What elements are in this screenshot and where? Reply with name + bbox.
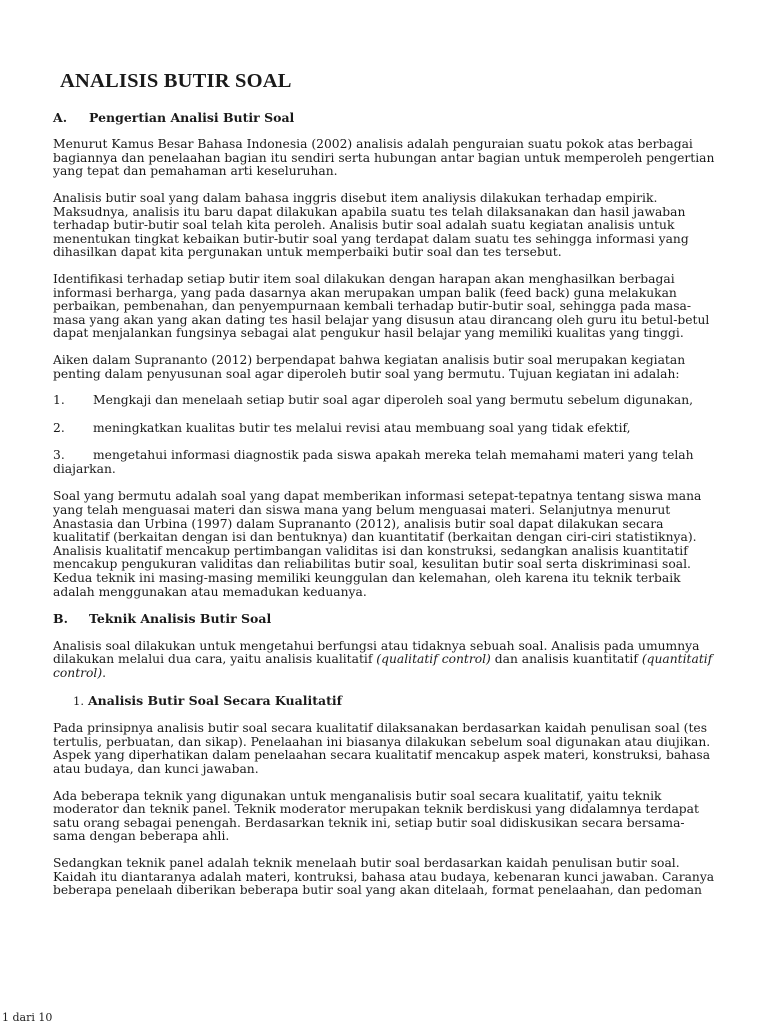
paragraph: Aiken dalam Suprananto (2012) berpendapat bahwa kegiatan analisis butir soal merupakan kegiatan penting dalam penyusunan soal agar diperoleh butir soal yang bermutu. Tujuan kegiatan ini adalah: bbox=[53, 352, 686, 381]
list-text: mengetahui informasi diagnostik pada siswa apakah mereka telah memahami materi yang telah diajarkan. bbox=[53, 448, 694, 476]
list-item bbox=[53, 449, 715, 476]
intro-italic-qualitatif: (qualitatif control) bbox=[376, 652, 491, 667]
section-b-heading-text: Teknik Analisis Butir Soal bbox=[89, 611, 272, 627]
paragraph: Pada prinsipnya analisis butir soal secara kualitatif dilaksanakan berdasarkan kaidah penulisan soal (tes tertulis, perbuatan, dan sikap). Penelaahan ini biasanya dilakukan sebelum soal digunakan atau diujikan. Aspek yang diperhatikan dalam penelaahan secara kualitatif mencakup aspek materi, konstruksi, bahasa atau budaya, dan kunci jawaban. bbox=[53, 721, 711, 776]
list-item bbox=[53, 422, 715, 436]
paragraph: Menurut Kamus Besar Bahasa Indonesia (2002) analisis adalah penguraian suatu pokok atas berbagai bagiannya dan penelaahan bagian itu sendiri serta hubungan antar bagian untuk memperoleh pengertian yang tepat dan pemahaman arti keseluruhan. bbox=[53, 137, 715, 179]
document-page bbox=[53, 70, 715, 911]
section-a-heading bbox=[53, 111, 715, 125]
section-b-number: B. bbox=[53, 611, 68, 627]
section-b-intro bbox=[53, 640, 715, 681]
subsection-1-heading bbox=[73, 694, 715, 709]
section-a-heading-text: Pengertian Analisi Butir Soal bbox=[89, 109, 295, 125]
page-counter: 1 dari 10 bbox=[2, 1011, 53, 1024]
paragraph: Analisis butir soal yang dalam bahasa inggris disebut item analiysis dilakukan terhadap empirik. Maksudnya, analisis itu baru dapat dilakukan apabila suatu tes telah dilaksanakan dan hasil jawaban terhadap butir-butir soal telah kita peroleh. Analisis butir soal adalah suatu kegiatan analisis untuk menentukan tingkat kebaikan butir-butir soal yang terdapat dalam suatu tes sehingga informasi yang dihasilkan dapat kita pergunakan untuk memperbaiki butir soal dan tes tersebut. bbox=[53, 190, 689, 260]
list-text: Mengkaji dan menelaah setiap butir soal agar diperoleh soal yang bermutu sebelum digunakan, bbox=[93, 393, 694, 408]
intro-text: Analisis soal dilakukan untuk mengetahui berfungsi atau tidaknya sebuah soal. Analisis pada umumnya dilakukan melalui dua cara, yaitu analisis kualitatif bbox=[53, 638, 700, 667]
list-number: 2. bbox=[53, 420, 65, 435]
document-title: ANALISIS BUTIR SOAL bbox=[60, 70, 292, 92]
paragraph: Ada beberapa teknik yang digunakan untuk menganalisis butir soal secara kualitatif, yaitu teknik moderator dan teknik panel. Teknik moderator merupakan teknik berdiskusi yang didalamnya terdapat satu orang sebagai penengah. Berdasarkan teknik ini, setiap butir soal didiskusikan secara bersama-sama dengan beberapa ahli. bbox=[53, 788, 699, 844]
section-a-number: A. bbox=[53, 109, 68, 125]
list-number: 3. bbox=[53, 448, 65, 463]
intro-italic-quantitatif: (quantitatif control) bbox=[53, 652, 713, 680]
intro-text: . bbox=[102, 666, 107, 680]
paragraph: Identifikasi terhadap setiap butir item soal dilakukan dengan harapan akan menghasilkan berbagai informasi berharga, yang pada dasarnya akan merupakan umpan balik (feed back) guna melakukan perbaikan, pembenahan, dan penyempurnaan kembali terhadap butir-butir soal, sehingga pada masa-masa yang akan yang akan dating tes hasil belajar yang disusun atau dirancang oleh guru itu betul-betul dapat menjalankan fungsinya sebagai alat pengukur hasil belajar yang memiliki kualitas yang tinggi. bbox=[53, 271, 710, 341]
list-item bbox=[53, 394, 715, 408]
section-b-heading bbox=[53, 612, 715, 626]
list-text: meningkatkan kualitas butir tes melalui revisi atau membuang soal yang tidak efektif, bbox=[93, 420, 631, 435]
intro-text: dan analisis kuantitatif bbox=[490, 652, 642, 667]
paragraph: Sedangkan teknik panel adalah teknik menelaah butir soal berdasarkan kaidah penulisan butir soal. Kaidah itu diantaranya adalah materi, kontruksi, bahasa atau budaya, kebenaran kunci jawaban. Caranya beberapa penelaah diberikan beberapa butir soal yang akan ditelaah, format penelaahan, dan pedoman bbox=[53, 855, 715, 898]
subsection-number: 1. bbox=[73, 693, 84, 708]
subsection-heading-text: Analisis Butir Soal Secara Kualitatif bbox=[87, 692, 342, 708]
list-number: 1. bbox=[53, 393, 65, 408]
paragraph: Soal yang bermutu adalah soal yang dapat memberikan informasi setepat-tepatnya tentang siswa mana yang telah menguasai materi dan siswa mana yang belum menguasai materi. Selanjutnya menurut Anastasia dan Urbina (1997) dalam Suprananto (2012), analisis butir soal dapat dilakukan secara kualitatif (berkaitan dengan isi dan bentuknya) dan kuantitatif (berkaitan dengan ciri-ciri statistiknya). Analisis kualitatif mencakup pertimbangan validitas isi dan konstruksi, sedangkan analisis kuantitatif mencakup pengukuran validitas dan reliabilitas butir soal, kesulitan butir soal serta diskriminasi soal. Kedua teknik ini masing-masing memiliki keunggulan dan kelemahan, oleh karena itu teknik terbaik adalah menggunakan atau memadukan keduanya. bbox=[53, 489, 702, 599]
